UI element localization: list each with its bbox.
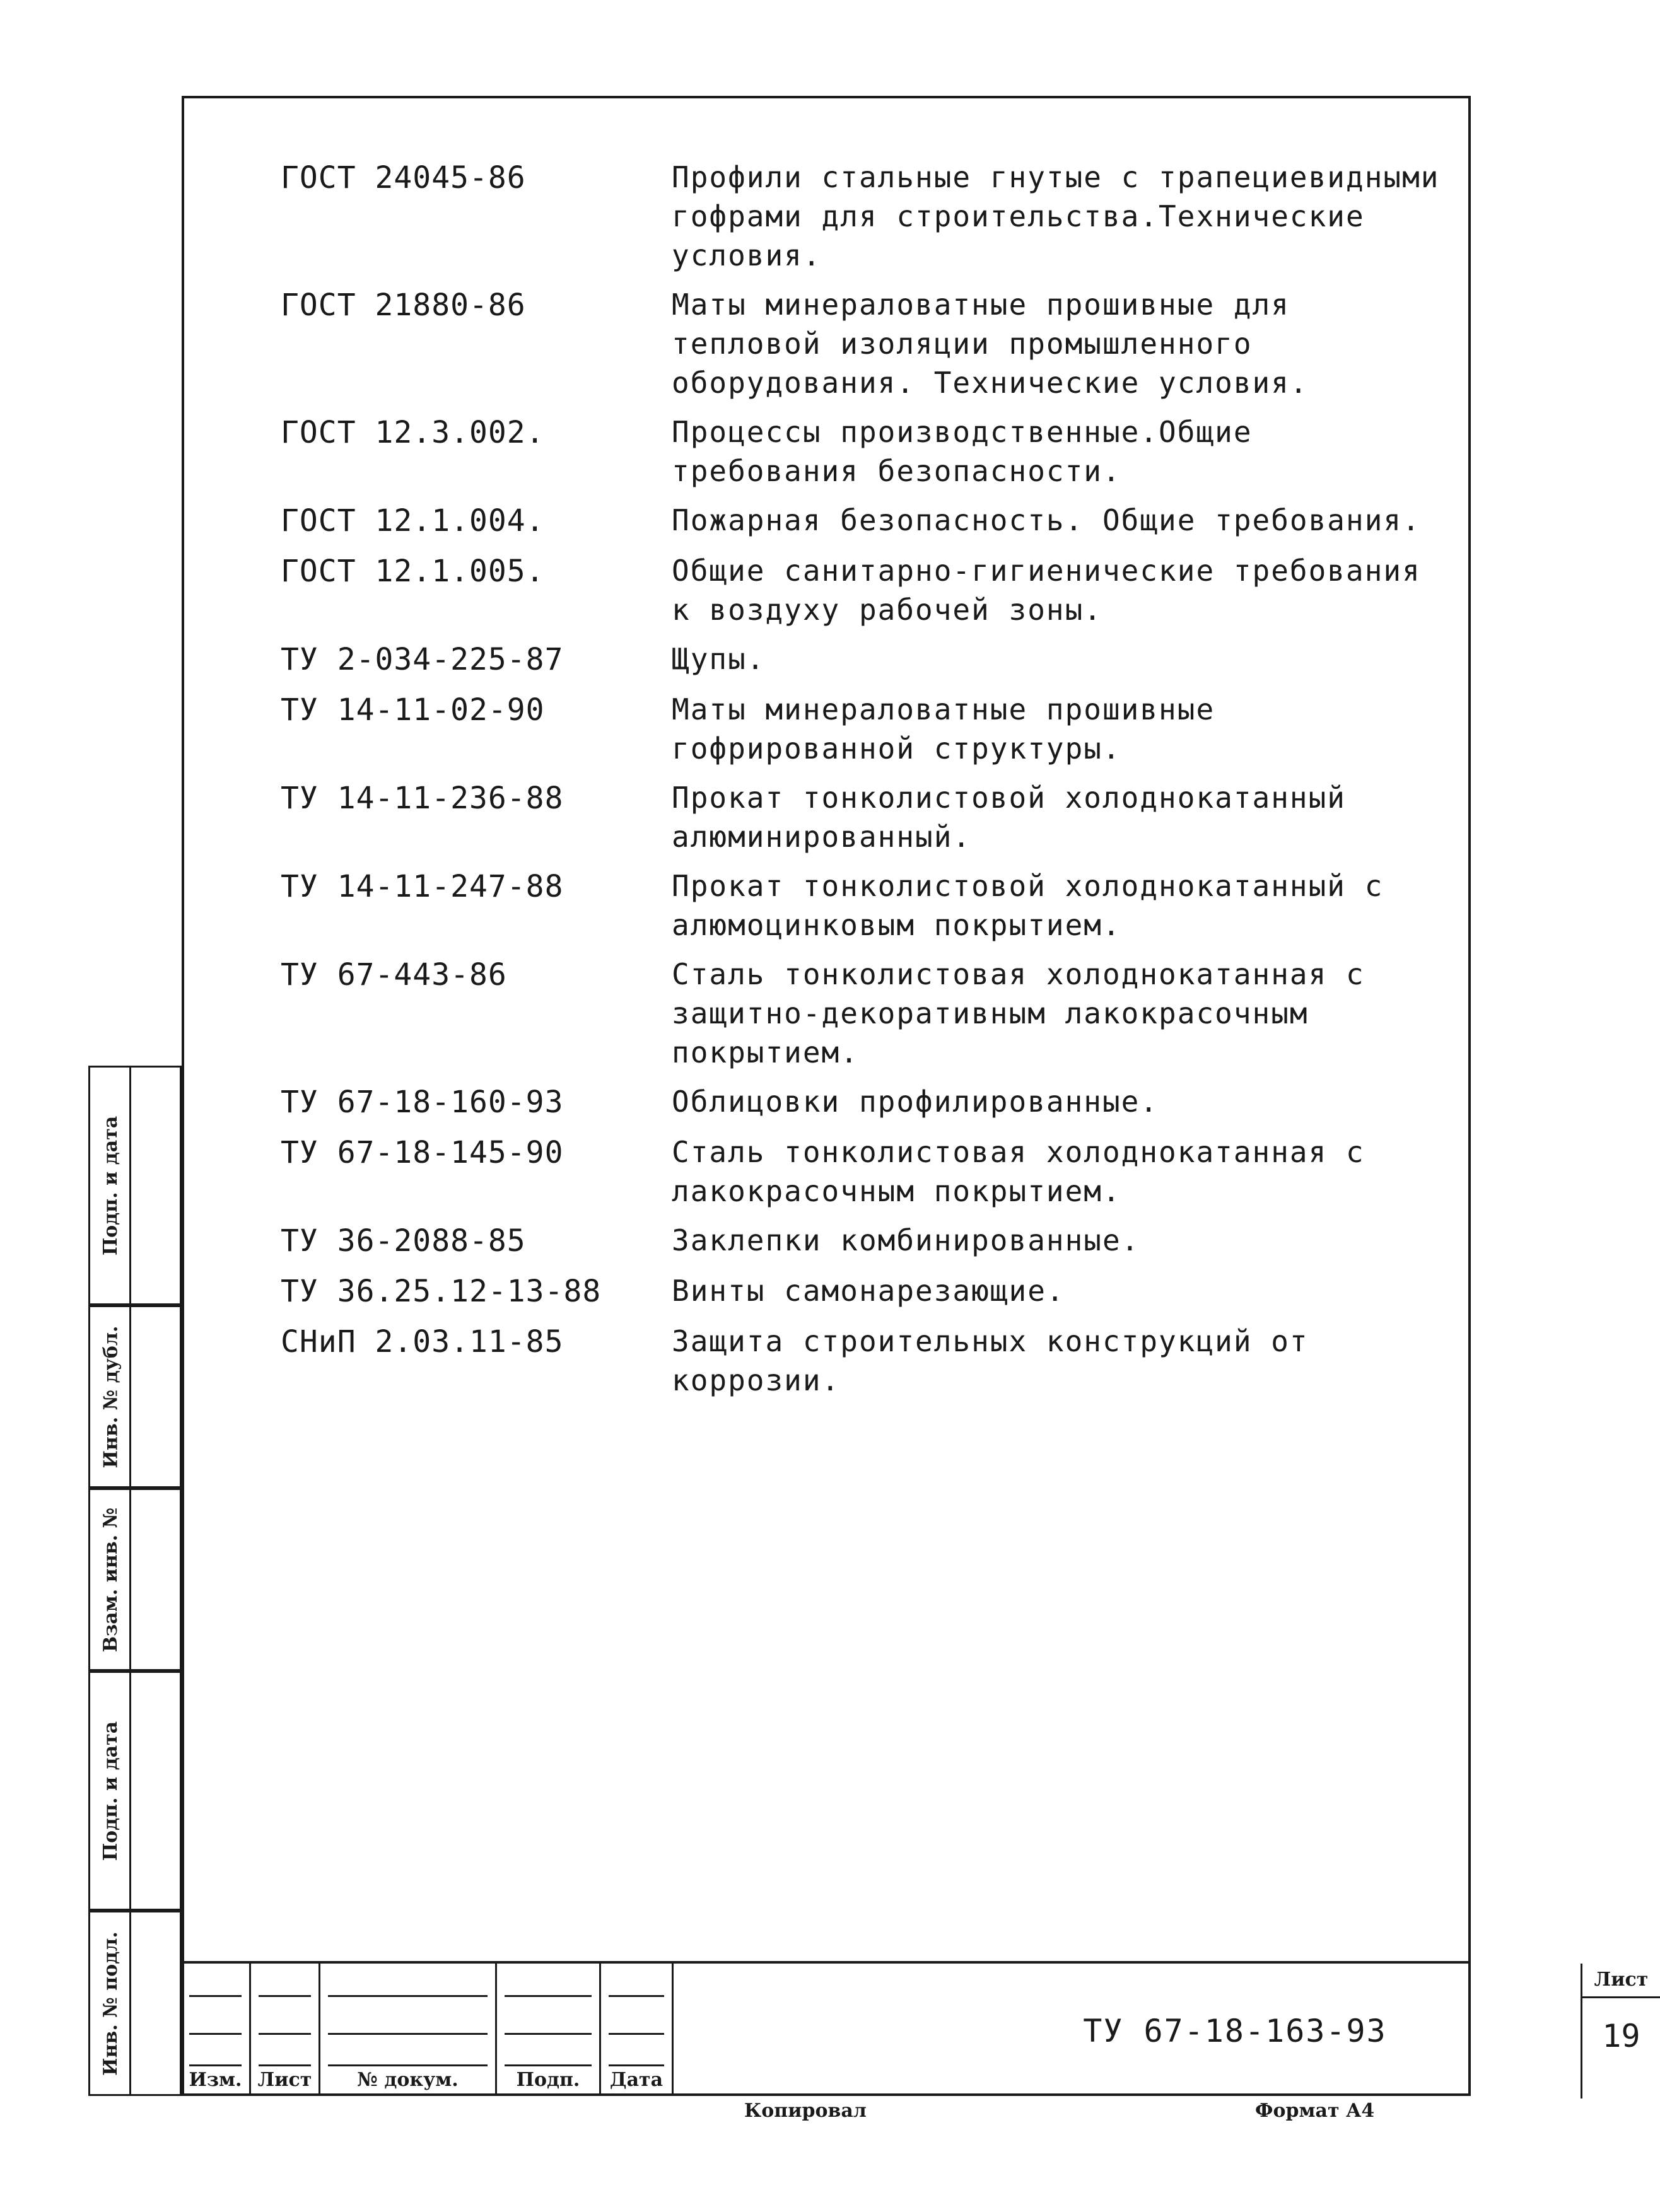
sheet-number: 19 [1602,2018,1640,2054]
standard-title: Прокат тонколистовой холоднокатанный с алюмоцинковым покрытием. [672,869,1384,942]
standard-title: Маты минераловатные прошивные для тепловой изоляции промышленного оборудования. Технические условия. [672,288,1309,400]
list-item [281,1082,1454,1122]
title-col-change [182,1964,251,2096]
title-col-sign [497,1964,601,2096]
stamp-cell-divider [90,1912,131,2094]
standard-code: ТУ 14-11-236-88 [281,781,564,816]
title-col-sheet [251,1964,320,2096]
standard-code: ТУ 67-18-145-90 [281,1135,564,1170]
standard-title: Сталь тонколистовая холоднокатанная с защитно-декоративным лакокрасочным покрытием. [672,957,1365,1069]
standard-title: Процессы производственные.Общие требования безопасности. [672,415,1253,488]
footer-format: Формат А4 [1255,2100,1375,2122]
standard-code: ТУ 67-443-86 [281,957,507,992]
title-block [182,1961,1649,2096]
stamp-sign-date-2 [88,1671,182,1911]
list-item [281,501,1454,541]
list-item [281,285,1454,402]
list-item [281,639,1454,680]
standard-code: ТУ 36-2088-85 [281,1223,526,1259]
list-item [281,1322,1454,1400]
standard-title: Профили стальные гнутые с трапециевидными гофрами для строительства.Технические условия. [672,160,1440,272]
document-code: ТУ 67-18-163-93 [1083,2013,1387,2049]
reference-list [281,158,1454,1410]
list-item [281,778,1454,856]
sheet-label: Лист [1594,1969,1649,1991]
column-header: Подп. [516,2069,580,2091]
stamp-label: Инв. № подл. [100,1931,122,2076]
stamp-cell-divider [90,1673,131,1909]
footer-copied: Копировал [744,2100,867,2122]
stamp-dup-inv [88,1305,182,1488]
stamp-label: Инв. № дубл. [100,1325,122,1468]
list-item [281,551,1454,629]
standard-code: ГОСТ 24045-86 [281,160,526,195]
standard-title: Заклепки комбинированные. [672,1223,1140,1257]
list-item [281,1271,1454,1312]
standard-title: Пожарная безопасность. Общие требования. [672,503,1421,537]
list-item [281,690,1454,768]
stamp-orig-inv [88,1911,182,2096]
standard-code: ТУ 67-18-160-93 [281,1085,564,1120]
standard-code: СНиП 2.03.11-85 [281,1324,564,1359]
stamp-cell-divider [90,1307,131,1486]
stamp-cell-divider [90,1068,131,1303]
standard-title: Маты минераловатные прошивные гофрированной структуры. [672,692,1215,765]
standard-code: ГОСТ 12.1.004. [281,503,545,538]
list-item [281,1221,1454,1261]
standard-code: ГОСТ 21880-86 [281,288,526,323]
standard-code: ГОСТ 12.1.005. [281,554,545,589]
column-header: Дата [609,2069,663,2091]
list-item [281,955,1454,1072]
list-item [281,1132,1454,1211]
sheet-number-box [1581,1964,1660,2098]
standard-title: Сталь тонколистовая холоднокатанная с лакокрасочным покрытием. [672,1135,1365,1208]
list-item [281,158,1454,275]
standard-code: ТУ 14-11-02-90 [281,692,545,728]
standard-title: Облицовки профилированные. [672,1085,1159,1119]
standard-code: ТУ 2-034-225-87 [281,642,564,677]
stamp-label: Подп. и дата [100,1115,122,1255]
standard-code: ГОСТ 12.3.002. [281,415,545,450]
stamp-label: Подп. и дата [100,1721,122,1861]
column-header: № докум. [357,2069,459,2091]
standard-title: Винты самонарезающие. [672,1274,1065,1308]
title-col-date [601,1964,674,2096]
standard-title: Общие санитарно-гигиенические требования к воздуху рабочей зоны. [672,554,1421,627]
standard-title: Защита строительных конструкций от коррозии. [672,1324,1309,1397]
column-header: Лист [257,2069,312,2091]
standard-title: Прокат тонколистовой холоднокатанный алюминированный. [672,781,1346,854]
standard-title: Щупы. [672,642,766,676]
standard-code: ТУ 36.25.12-13-88 [281,1274,602,1309]
stamp-cell-divider [90,1490,131,1669]
column-header: Изм. [189,2069,242,2091]
standard-code: ТУ 14-11-247-88 [281,869,564,904]
stamp-sign-date-1 [88,1066,182,1305]
list-item [281,866,1454,945]
stamp-replace-inv [88,1488,182,1671]
stamp-label: Взам. инв. № [100,1507,122,1652]
list-item [281,412,1454,491]
title-col-doc [320,1964,497,2096]
